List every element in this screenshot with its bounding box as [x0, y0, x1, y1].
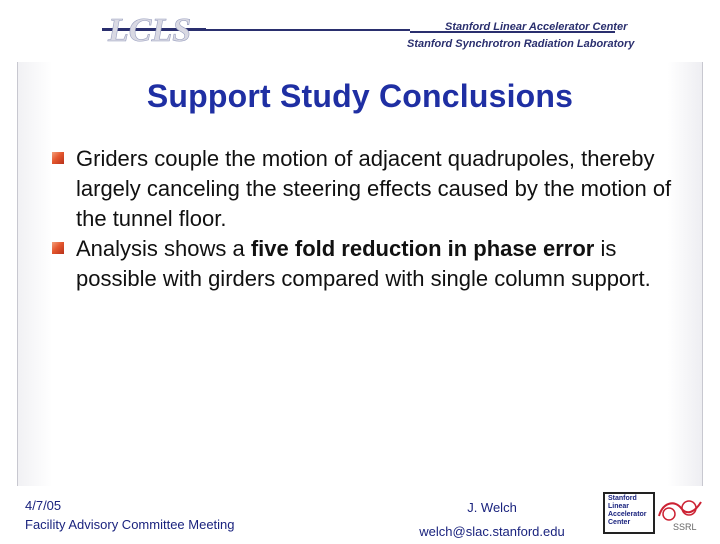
bullet-list: [52, 144, 682, 294]
bullet-square-icon: [52, 242, 64, 254]
bullet-2-text-bold: five fold reduction in phase error: [250, 236, 595, 261]
footer-email: welch@slac.stanford.edu: [419, 524, 565, 539]
footer-left: [25, 496, 235, 534]
ssrl-logo-text: SSRL: [673, 522, 697, 532]
bullet-1-text: Griders couple the motion of adjacent quadrupoles, thereby largely canceling the steering effects caused by the motion of the tunnel floor.: [76, 146, 672, 231]
bullet-2-text-pre: Analysis shows a: [76, 236, 251, 261]
lcls-logo-text: LCLS: [108, 12, 192, 48]
bullet-2-text-post: is possible with girders compared with single column support.: [76, 236, 651, 291]
ssrl-logo: [655, 492, 707, 532]
bullet-item-1: [52, 144, 682, 234]
slide-title: Support Study Conclusions: [146, 78, 574, 114]
slac-badge-logo: [603, 492, 655, 534]
footer-right: [402, 496, 582, 544]
header: [0, 0, 720, 62]
footer-author: J. Welch: [467, 500, 517, 515]
org-line-1: Stanford Linear Accelerator Center: [445, 21, 628, 33]
footer-meeting: Facility Advisory Committee Meeting: [25, 517, 235, 532]
footer-date: 4/7/05: [25, 498, 62, 513]
org-line-2: Stanford Synchrotron Radiation Laboratory: [407, 38, 635, 50]
slac-badge-text: Stanford Linear Accelerator Center: [608, 495, 647, 526]
bullet-item-2: [52, 234, 682, 294]
bullet-square-icon: [52, 152, 64, 164]
lcls-logo: [100, 8, 210, 48]
header-rule-left: [200, 29, 410, 31]
